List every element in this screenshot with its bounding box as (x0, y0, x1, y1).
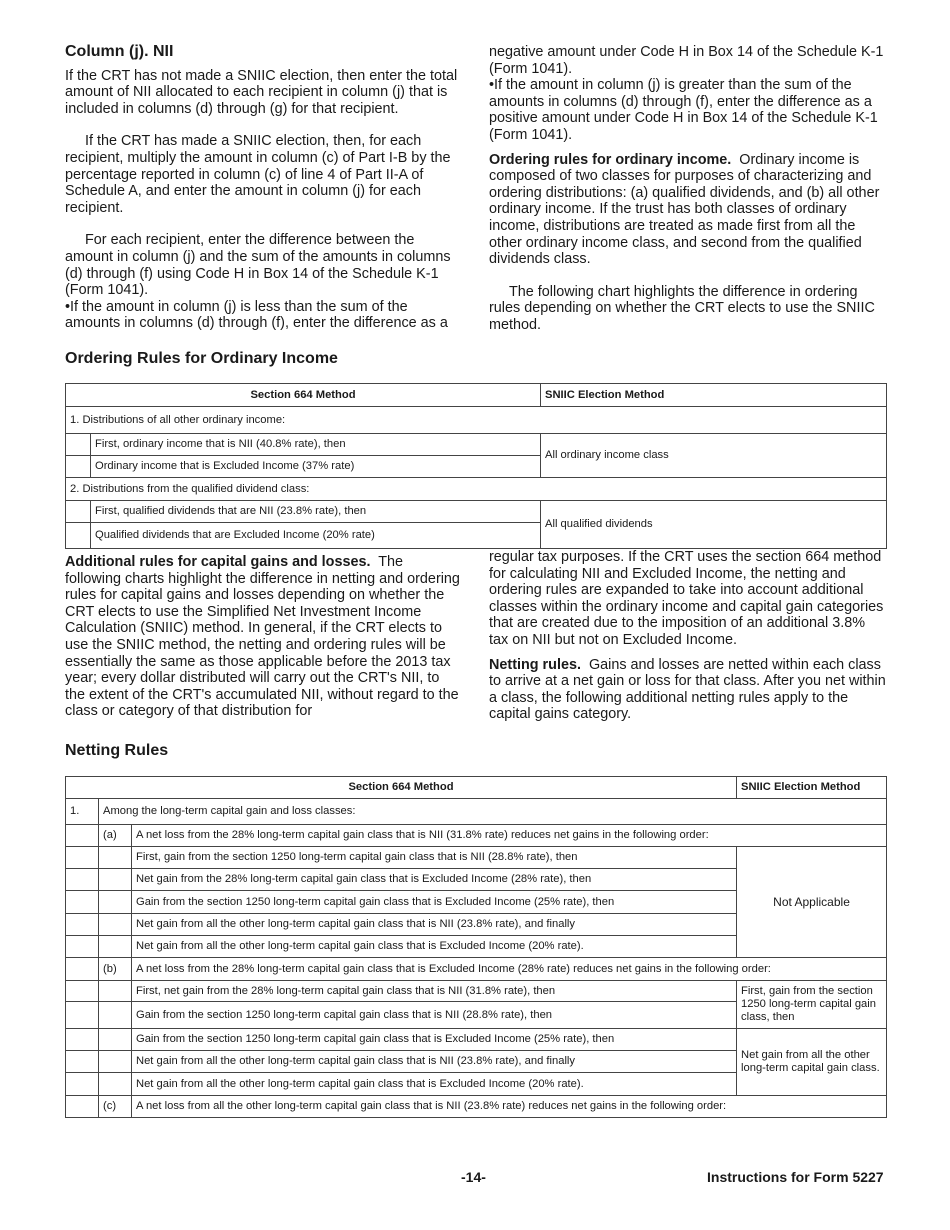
table-cell: First, qualified dividends that are NII (23.8% rate), then (91, 501, 541, 523)
table-cell: Net gain from all the other long-term capital gain class that is NII (23.8% rate), and finally (132, 914, 737, 936)
table-cell: Not Applicable (737, 847, 887, 958)
table-title: Ordering Rules for Ordinary Income (65, 350, 338, 367)
table-cell: First, gain from the section 1250 long-term capital gain class that is NII (28.8% rate), then (132, 847, 737, 869)
bullet-item: • If the amount in column (j) is greater than the sum of the amounts in columns (d) through (f), enter the difference as a positive amount under Code H in Box 14 of the Schedule K-1 (Form 1041). (489, 77, 887, 143)
column-header: Section 664 Method (66, 777, 737, 799)
table-cell: First, gain from the section 1250 long-term capital gain class, then (737, 981, 887, 1029)
ordering-rules-table (65, 383, 887, 549)
run-in-heading: Additional rules for capital gains and losses. (65, 554, 371, 570)
paragraph (489, 657, 887, 723)
indent-cell (66, 1051, 99, 1073)
table-cell: Net gain from all the other long-term capital gain class that is NII (23.8% rate), and finally (132, 1051, 737, 1073)
table-cell: Net gain from all the other long-term capital gain class that is Excluded Income (20% rate). (132, 1073, 737, 1096)
table-row: 1. Distributions of all other ordinary income: (66, 407, 887, 434)
table-row: 2. Distributions from the qualified dividend class: (66, 478, 887, 501)
paragraph (489, 152, 887, 268)
table-cell: Gain from the section 1250 long-term capital gain class that is Excluded Income (25% rate), then (132, 1029, 737, 1051)
indent-cell (66, 981, 99, 1002)
sub-label: (c) (99, 1096, 132, 1118)
table-cell: Gain from the section 1250 long-term capital gain class that is NII (28.8% rate), then (132, 1002, 737, 1029)
paragraph: If the CRT has made a SNIIC election, then, for each recipient, multiply the amount in column (c) of Part I-B by the percentage reported in column (c) of line 4 of Part II-A of Schedule A, and enter the amount in column (j) for each recipient. (65, 133, 451, 216)
indent-cell (99, 891, 132, 914)
indent-cell (99, 847, 132, 869)
left-column-top (65, 44, 463, 332)
table-title: Netting Rules (65, 742, 169, 759)
column-header: SNIIC Election Method (541, 384, 887, 407)
row-number: 1. (66, 799, 99, 825)
form-title: Instructions for Form 5227 (707, 1169, 884, 1185)
bullet-item: • If the amount in column (j) is less than the sum of the amounts in columns (d) through (f), enter the difference as a (65, 299, 463, 332)
paragraph: regular tax purposes. If the CRT uses the section 664 method for calculating NII and Excluded Income, the netting and ordering rules are expanded to take into account additional classes within the ordinary income and capital gain categories that are created due to the imposition of an additional 3.8% tax on NII but not on Excluded Income. (489, 549, 884, 648)
indent-cell (99, 1073, 132, 1096)
table-row: A net loss from all the other long-term capital gain class that is NII (23.8% rate) reduces net gains in the following order: (132, 1096, 887, 1118)
indent-cell (99, 1002, 132, 1029)
paragraph-text: Gains and losses are netted within each class to arrive at a net gain or loss for that class. After you net within a class, the following additional netting rules apply to the capital gains category. (489, 656, 886, 723)
paragraph-text: The following charts highlight the difference in netting and ordering rules for capital gains and losses depending on whether the CRT elects to use the Simplified Net Investment Income Calculation (SNIIC) method. In general, if the CRT elects to use the SNIIC method, the netting and ordering rules will be essentially the same as those applicable before the 2013 tax year; every dollar distributed will carry out the CRT's NII, to the extent of the CRT's accumulated NII, without regard to the class or category of that distribution for (65, 554, 460, 720)
table-cell: Net gain from all the other long-term capital gain class. (737, 1029, 887, 1096)
table-cell: Net gain from the 28% long-term capital gain class that is Excluded Income (28% rate), then (132, 869, 737, 891)
column-header: SNIIC Election Method (737, 777, 887, 799)
table-row: Among the long-term capital gain and loss classes: (99, 799, 887, 825)
indent-cell (66, 501, 91, 523)
indent-cell (66, 523, 91, 549)
column-header: Section 664 Method (66, 384, 541, 407)
indent-cell (66, 869, 99, 891)
indent-cell (99, 914, 132, 936)
sub-label: (a) (99, 825, 132, 847)
table-cell: Net gain from all the other long-term capital gain class that is Excluded Income (20% rate). (132, 936, 737, 958)
paragraph: negative amount under Code H in Box 14 of the Schedule K-1 (Form 1041). (489, 44, 884, 77)
indent-cell (66, 1096, 99, 1118)
right-column-mid (489, 549, 887, 723)
paragraph: If the CRT has not made a SNIIC election, then enter the total amount of NII allocated to each recipient in column (j) that is included in columns (d) through (g) for that recipient. (65, 67, 458, 117)
right-column-top (489, 44, 887, 334)
indent-cell (99, 981, 132, 1002)
sub-label: (b) (99, 958, 132, 981)
table-cell: First, net gain from the 28% long-term capital gain class that is NII (31.8% rate), then (132, 981, 737, 1002)
table-row: A net loss from the 28% long-term capital gain class that is NII (31.8% rate) reduces net gains in the following order: (132, 825, 887, 847)
indent-cell (99, 869, 132, 891)
indent-cell (66, 825, 99, 847)
section-heading-column-j: Column (j). NII (65, 43, 174, 60)
indent-cell (66, 1029, 99, 1051)
run-in-heading: Netting rules. (489, 656, 581, 673)
table-row: A net loss from the 28% long-term capital gain class that is Excluded Income (28% rate) reduces net gains in the following order: (132, 958, 887, 981)
table-cell: First, ordinary income that is NII (40.8% rate), then (91, 434, 541, 456)
indent-cell (66, 1002, 99, 1029)
indent-cell (66, 958, 99, 981)
indent-cell (66, 456, 91, 478)
table-cell: Ordinary income that is Excluded Income (37% rate) (91, 456, 541, 478)
paragraph-text: Ordinary income is composed of two classes for purposes of characterizing and ordering distributions: (a) qualified dividends, and (b) all other ordinary income. If the trust has both classes of ordinary income, distributions are treated as made first from all the other ordinary income class, and second from the qualified dividends class. (489, 151, 880, 268)
page-number: -14- (461, 1169, 486, 1185)
indent-cell (66, 847, 99, 869)
netting-rules-table (65, 776, 887, 1118)
paragraph: The following chart highlights the difference in ordering rules depending on whether the CRT elects to use the SNIIC method. (489, 283, 875, 333)
paragraph: For each recipient, enter the difference between the amount in column (j) and the sum of the amounts in columns (d) through (f) using Code H in Box 14 of the Schedule K-1 (Form 1041). (65, 232, 451, 299)
left-column-mid (65, 554, 463, 720)
indent-cell (66, 891, 99, 914)
paragraph (65, 554, 463, 720)
indent-cell (66, 434, 91, 456)
run-in-heading: Ordering rules for ordinary income. (489, 151, 732, 168)
indent-cell (99, 1029, 132, 1051)
indent-cell (99, 1051, 132, 1073)
table-cell: Qualified dividends that are Excluded Income (20% rate) (91, 523, 541, 549)
indent-cell (66, 914, 99, 936)
table-cell: Gain from the section 1250 long-term capital gain class that is Excluded Income (25% rate), then (132, 891, 737, 914)
indent-cell (66, 1073, 99, 1096)
indent-cell (99, 936, 132, 958)
table-cell: All qualified dividends (541, 501, 887, 549)
indent-cell (66, 936, 99, 958)
table-cell: All ordinary income class (541, 434, 887, 478)
